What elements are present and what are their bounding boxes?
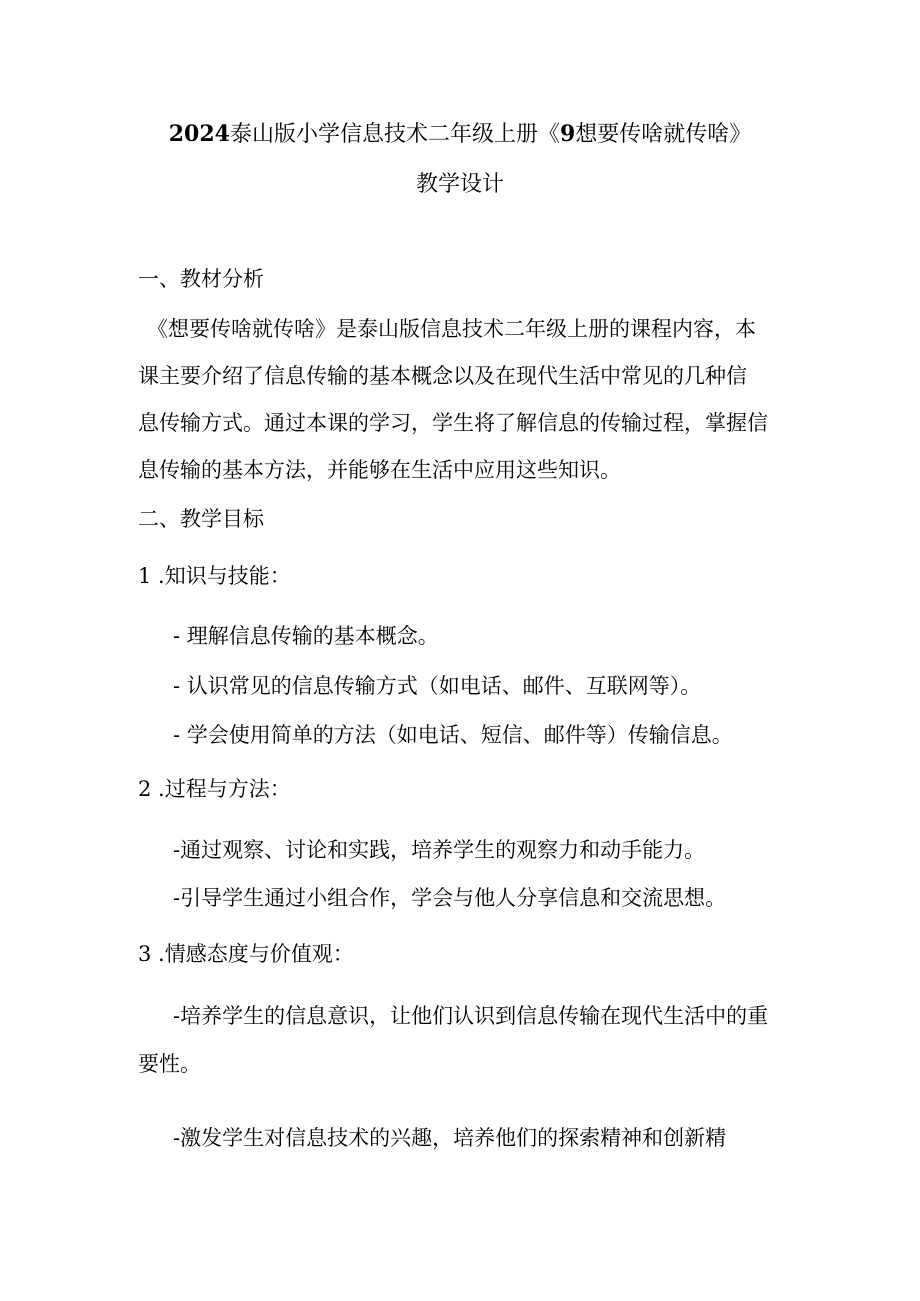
paragraph-line: 《想要传啥就传啥》是泰山版信息技术二年级上册的课程内容，本 — [147, 317, 756, 341]
doc-title — [0, 120, 920, 149]
subsection-knowledge-skills: 1 .知识与技能： — [138, 564, 291, 588]
title-main: 泰山版小学信息技术二年级上册《 — [229, 122, 560, 147]
paragraph-line: 息传输的基本方法，并能够在生活中应用这些知识。 — [138, 458, 621, 482]
list-item: -通过观察、讨论和实践，培养学生的观察力和动手能力。 — [173, 838, 706, 862]
title-number: 9 — [559, 121, 576, 147]
doc-subtitle: 教学设计 — [415, 172, 504, 197]
subsection-emotions-values: 3 .情感态度与价值观： — [138, 942, 354, 966]
list-item: -激发学生对信息技术的兴趣，培养他们的探索精神和创新精 — [173, 1126, 727, 1150]
list-item: -培养学生的信息意识，让他们认识到信息传输在现代生活中的重 — [173, 1004, 769, 1028]
list-item: -引导学生通过小组合作，学会与他人分享信息和交流思想。 — [173, 886, 727, 910]
list-item: - 认识常见的信息传输方式（如电话、邮件、互联网等）。 — [173, 674, 702, 698]
title-tail: 想要传啥就传啥》 — [575, 122, 752, 147]
paragraph-line: 息传输方式。通过本课的学习，学生将了解信息的传输过程，掌握信 — [138, 411, 768, 435]
title-year: 2024 — [168, 121, 230, 147]
list-item: - 理解信息传输的基本概念。 — [173, 624, 439, 648]
section-heading-objectives: 二、教学目标 — [138, 507, 264, 531]
subsection-process-methods: 2 .过程与方法： — [138, 777, 291, 801]
paragraph-line: 课主要介绍了信息传输的基本概念以及在现代生活中常见的几种信 — [138, 364, 747, 388]
list-item: - 学会使用简单的方法（如电话、短信、邮件等）传输信息。 — [173, 723, 733, 747]
list-item-continuation: 要性。 — [138, 1052, 201, 1076]
section-heading-materials: 一、教材分析 — [138, 267, 264, 291]
